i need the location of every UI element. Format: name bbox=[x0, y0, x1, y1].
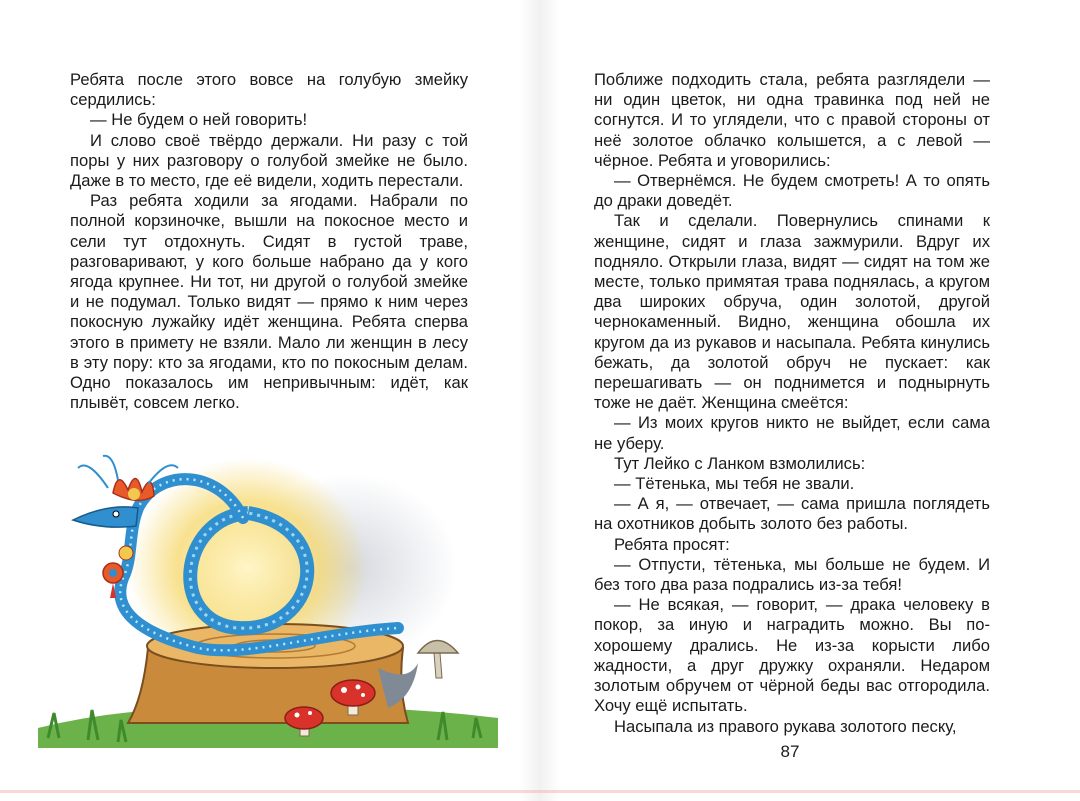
page-gutter bbox=[520, 0, 560, 801]
paragraph: — Не всякая, — говорит, — драка человеку в покор, за иную и наградить можно. Вы по-хорошему дрались. Не из-за корысти либо жадности, а друг дружку охраняли. Недаром золотым обручем от чёрной беды вас отгородила. Хочу ещё испытать. bbox=[594, 595, 990, 716]
paragraph: — Отвернёмся. Не будем смотреть! А то опять до драки доведёт. bbox=[594, 171, 990, 211]
right-page-text bbox=[594, 70, 990, 737]
paragraph: Поближе подходить стала, ребята разглядели — ни один цветок, ни одна травинка под ней не согнутся. И то углядели, что с правой стороны от неё золотое облачко колышется, а с левой — чёрное. Ребята и уговорились: bbox=[594, 70, 990, 170]
left-page-text bbox=[70, 70, 468, 413]
page-number: 87 bbox=[780, 742, 800, 761]
snake-head bbox=[73, 507, 138, 527]
paragraph: Раз ребята ходили за ягодами. Набрали по полной корзиночке, вышли на покосное место и сели тут отдохнуть. Сидят в густой траве, разговаривают, у кого больше набрано да у кого ягода крупнее. Ни тот, ни другой о голубой змейке и не подумал. Только видят — прямо к ним через покосную лужайку идёт женщина. Ребята сперва этого в примету не взяли. Мало ли женщин в лесу в эту пору: кто за ягодами, кто по покосным делам. Одно показалось им непривычным: идёт, как плывёт, совсем легко. bbox=[70, 191, 468, 413]
paragraph: — Отпусти, тётенька, мы больше не будем. И без того два раза подрались из-за тебя! bbox=[594, 554, 990, 595]
snake-on-stump-illustration bbox=[18, 448, 518, 758]
bottom-edge-line bbox=[0, 790, 1080, 793]
grey-mushroom bbox=[418, 641, 458, 679]
paragraph: Насыпала из правого рукава золотого песку, bbox=[614, 716, 957, 736]
paragraph: Так и сделали. Повернулись спинами к женщине, сидят и глаза зажмурили. Вдруг их подняло. Открыли глаза, видят — сидят на том же месте, только примятая трава поднялась, а кругом два широких обруча, один золотой, другой чернокаменный. Видно, женщина обошла их кругом да из рукавов и насыпала. Ребята кинулись бежать, да золотой обруч не пускает: как перешагивать — он поднимется и поднырнуть тоже не даёт. Женщина смеётся: bbox=[594, 211, 990, 413]
paragraph: Ребята просят: bbox=[614, 534, 730, 554]
paragraph: — А я, — отвечает, — сама пришла поглядеть на охотников добыть золото без работы. bbox=[594, 494, 990, 534]
paragraph: Тут Лейко с Ланком взмолились: bbox=[614, 453, 866, 473]
paragraph: — Из моих кругов никто не выйдет, если сама не уберу. bbox=[594, 413, 990, 453]
paragraph: И слово своё твёрдо держали. Ни разу с той поры у них разговору о голубой змейке не было. Даже в то место, где её видели, ходить перестали. bbox=[70, 130, 468, 191]
paragraph: Ребята после этого вовсе на голубую змейку сердились: bbox=[70, 70, 468, 110]
paragraph: — Тётенька, мы тебя не звали. bbox=[614, 474, 855, 494]
snake-eye bbox=[113, 511, 119, 517]
paragraph: — Не будем о ней говорить! bbox=[90, 110, 308, 130]
